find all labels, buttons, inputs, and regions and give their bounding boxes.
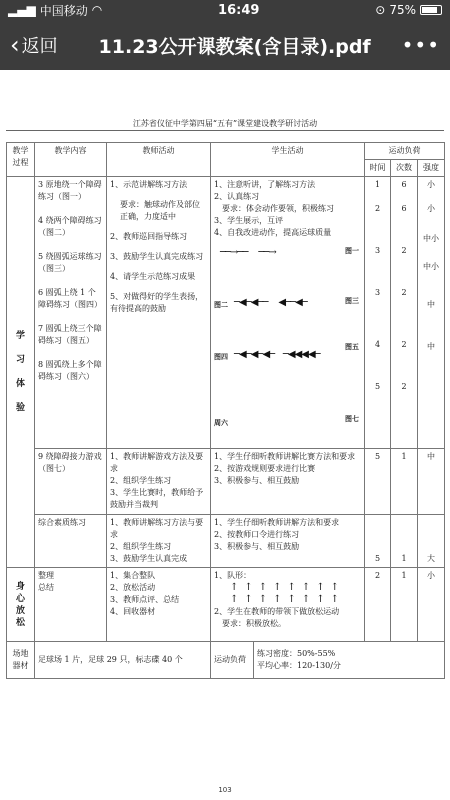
load-value: 中小: [423, 262, 439, 271]
content-fitness: 综合素质练习: [35, 515, 107, 568]
fig-label: 图三: [345, 296, 359, 305]
load-stats: [254, 642, 445, 678]
student-item: 3、积极参与、相互鼓励: [214, 542, 300, 551]
load-value: 1: [374, 180, 381, 189]
load-label: 运动负荷: [211, 642, 254, 678]
student-item: 1、学生仔细听教师讲解方法和要求: [214, 518, 340, 527]
student-item: 1、队形：: [214, 571, 252, 580]
divider: [6, 130, 444, 131]
teacher-relay: [107, 449, 211, 515]
load-count-main: [391, 177, 418, 449]
header-count: 次数: [391, 160, 418, 177]
rotation-lock-icon: ⊙: [375, 3, 386, 17]
student-relax: [211, 568, 365, 642]
content-relax: [35, 568, 107, 642]
load-value: 中: [427, 342, 435, 351]
teacher-item: 2、组织学生练习: [110, 476, 172, 485]
load-value: 2: [365, 568, 391, 642]
load-value: 中小: [423, 234, 439, 243]
load-value: 5: [365, 449, 391, 515]
drill-diagrams: [214, 239, 361, 429]
load-value: 1: [391, 449, 418, 515]
document-title: 11.23公开课教案(含目录).pdf: [98, 35, 371, 58]
load-value: 小: [427, 204, 435, 213]
diagram-arrows-1: ──→── ──→: [220, 247, 276, 258]
wifi-icon: ◠: [91, 3, 103, 17]
header-time: 时间: [365, 160, 391, 177]
student-item: 2、认真练习: [214, 192, 260, 201]
diagram-arrows-3: ─◀─◀─◀─ ─◀◀◀◀─: [234, 349, 320, 360]
fig-label: 图七: [345, 414, 359, 423]
diagram-arrows-2: ─◀─◀── ◀──◀─: [234, 297, 307, 308]
signal-icon: ▂▄▆: [8, 3, 36, 17]
carrier-name: 中国移动: [39, 3, 88, 18]
student-item: 要求：体会动作要领，积极练习: [222, 204, 334, 213]
teacher-item: 4、回收器材: [110, 607, 156, 616]
load-value: 2: [401, 382, 407, 391]
clock: 16:49: [218, 2, 260, 18]
load-value: 中: [427, 300, 435, 309]
header-intensity: 强度: [418, 160, 445, 177]
student-item: 1、学生仔细听教师讲解比赛方法和要求: [214, 452, 356, 461]
content-item: 6 圆弧上绕 1 个障碍练习（图四）: [38, 288, 102, 309]
back-label: 返回: [21, 36, 58, 57]
load-value: 4: [374, 340, 381, 349]
content-item: 5 绕圆弧运球练习（图三）: [38, 252, 102, 273]
content-main: [35, 177, 107, 449]
student-item: 2、按教师口令进行练习: [214, 530, 300, 539]
heart-rate-value: 平均心率：120-130/分: [257, 661, 341, 670]
load-value: 3: [374, 288, 381, 297]
teacher-fitness: [107, 515, 211, 568]
formation-diagram: ↑↑↑↑↑↑↑↑ ↑↑↑↑↑↑↑↑: [229, 582, 346, 605]
load-summary: [211, 642, 445, 679]
content-item: 8 圆弧绕上多个障碍练习（图六）: [38, 360, 102, 381]
document-heading: 江苏省仪征中学第四届“五有”课堂建设教学研讨活动: [132, 119, 318, 128]
teacher-item: 4、请学生示范练习成果: [110, 272, 196, 281]
back-button[interactable]: [10, 31, 58, 59]
header-load: 运动负荷: [365, 143, 445, 160]
load-value: 小: [418, 568, 445, 642]
fig-label: 图一: [345, 246, 359, 255]
load-time-main: [365, 177, 391, 449]
teacher-item: 要求：触球动作及部位正确，力度适中: [120, 200, 200, 221]
load-value: 大: [418, 515, 445, 568]
load-value: 1: [391, 515, 418, 568]
teacher-item: 3、教师点评、总结: [110, 595, 180, 604]
teacher-item: 3、鼓励学生认真完成练习: [110, 252, 204, 261]
student-fitness: [211, 515, 365, 568]
section-learn: 学 习 体 验: [7, 177, 35, 568]
page-number: 103: [218, 786, 232, 794]
status-bar: [0, 0, 450, 20]
content-item: 总结: [38, 583, 54, 592]
teacher-item: 2、教师巡回指导练习: [110, 232, 188, 241]
battery-percent: 75%: [389, 3, 416, 17]
venue-value: 足球场 1 片，足球 29 只，标志碟 40 个: [35, 642, 211, 679]
content-item: 7 圆弧上绕三个障碍练习（图五）: [38, 324, 102, 345]
load-value: 5: [374, 382, 381, 391]
student-item: 3、积极参与、相互鼓励: [214, 476, 300, 485]
section-relax: 身 心 放 松: [7, 568, 35, 642]
load-value: 中: [418, 449, 445, 515]
fig-label: 图四: [214, 352, 228, 361]
student-item: 4、自我改进动作，提高运球质量: [214, 228, 332, 237]
student-item: 3、学生展示，互评: [214, 216, 284, 225]
battery-icon: [420, 5, 442, 15]
content-relay: 9 绕障碍接力游戏（图七）: [35, 449, 107, 515]
teacher-relax: [107, 568, 211, 642]
load-value: 小: [427, 180, 435, 189]
chevron-left-icon: ‹: [10, 31, 20, 59]
load-value: 2: [401, 340, 407, 349]
teacher-item: 2、放松活动: [110, 583, 156, 592]
density-value: 练习密度：50%-55%: [257, 649, 336, 658]
teacher-item: 5、对做得好的学生表扬，有待提高的鼓励: [110, 292, 204, 313]
lesson-plan-table: [6, 142, 445, 679]
load-value: 6: [401, 204, 407, 213]
teacher-item: 1、示范讲解练习方法: [110, 180, 188, 189]
student-relay: [211, 449, 365, 515]
header-student: 学生活动: [211, 143, 365, 177]
fig-label: 图二: [214, 300, 228, 309]
load-value: 6: [401, 180, 407, 189]
teacher-item: 1、教师讲解游戏方法及要求: [110, 452, 204, 473]
load-value: 2: [374, 204, 381, 213]
nav-bar: [0, 20, 450, 70]
teacher-item: 3、鼓励学生认真完成: [110, 554, 188, 563]
teacher-main: [107, 177, 211, 449]
student-main: [211, 177, 365, 449]
load-intensity-main: [418, 177, 445, 449]
content-item: 整理: [38, 571, 54, 580]
header-teacher: 教师活动: [107, 143, 211, 177]
content-item: 4 绕两个障碍练习（图二）: [38, 216, 102, 237]
pdf-page[interactable]: [0, 70, 450, 800]
venue-label: 场地器材: [7, 642, 35, 679]
content-item: 3 原地绕一个障碍练习（图一）: [38, 180, 102, 201]
more-icon[interactable]: •••: [401, 33, 440, 57]
load-value: 3: [374, 246, 381, 255]
load-value: 5: [365, 515, 391, 568]
student-item: 2、按游戏规则要求进行比赛: [214, 464, 316, 473]
teacher-item: 2、组织学生练习: [110, 542, 172, 551]
student-item: 2、学生在教师的带领下做放松运动: [214, 607, 340, 616]
header-content: 教学内容: [35, 143, 107, 177]
header-process: 教学过程: [7, 143, 35, 177]
teacher-item: 1、集合整队: [110, 571, 156, 580]
teacher-item: 1、教师讲解练习方法与要求: [110, 518, 204, 539]
student-item: 1、注意听讲，了解练习方法: [214, 180, 316, 189]
fig-label: 周六: [214, 418, 228, 427]
load-value: 2: [401, 246, 407, 255]
fig-label: 图五: [345, 342, 359, 351]
load-value: 1: [391, 568, 418, 642]
student-item: 要求：积极放松。: [222, 619, 286, 628]
teacher-item: 3、学生比赛时，教师给予鼓励并当裁判: [110, 488, 204, 509]
load-value: 2: [401, 288, 407, 297]
